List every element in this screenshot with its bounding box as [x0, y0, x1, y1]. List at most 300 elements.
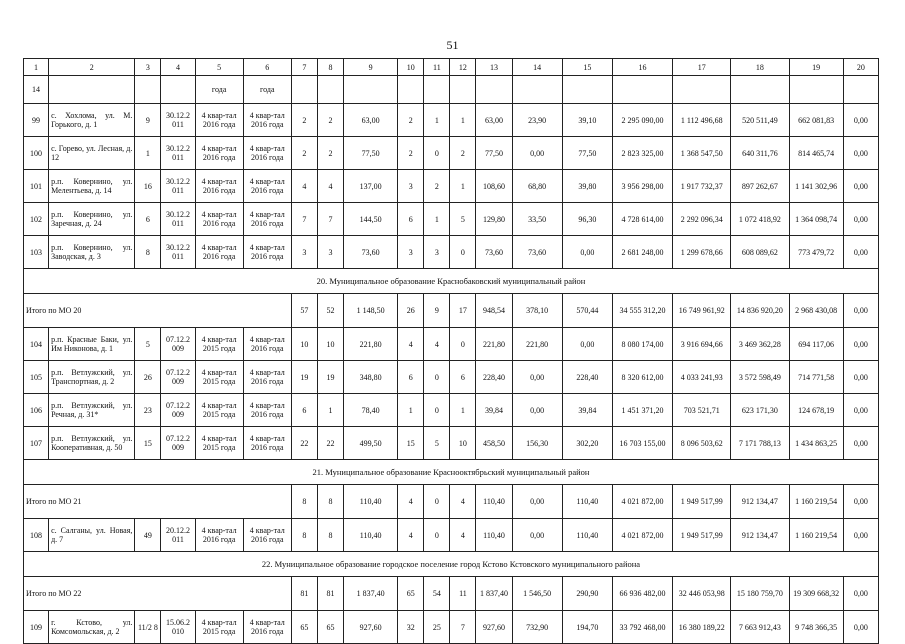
table-cell: 11 [450, 577, 476, 611]
table-cell: 96,30 [562, 203, 612, 236]
table-cell: 0,00 [843, 427, 878, 460]
table-cell: 110,40 [344, 485, 398, 519]
table-cell: 20.12.2 011 [161, 519, 195, 552]
header-cell: 19 [789, 59, 843, 76]
table-cell: 221,80 [512, 328, 562, 361]
header-cell: 2 [49, 59, 135, 76]
table-cell: 2 [317, 104, 343, 137]
header-cell: 11 [424, 59, 450, 76]
table-cell: 124 678,19 [789, 394, 843, 427]
table-cell: 7 [450, 611, 476, 644]
section-row [24, 269, 879, 294]
table-cell: 1 364 098,74 [789, 203, 843, 236]
table-cell: 39,84 [476, 394, 512, 427]
table-cell: 52 [317, 294, 343, 328]
table-cell: 0,00 [512, 394, 562, 427]
table-cell: 348,80 [344, 361, 398, 394]
table-cell: 6 [398, 361, 424, 394]
address-cell: с. Салганы, ул. Новая, д. 7 [49, 519, 135, 552]
table-cell: 4 [450, 519, 476, 552]
table-cell: 4 квар-тал 2016 года [195, 170, 243, 203]
table-cell: 4 квар-тал 2016 года [243, 137, 291, 170]
table-cell: 110,40 [476, 485, 512, 519]
table-row [24, 236, 879, 269]
table-cell: 2 [398, 137, 424, 170]
table-cell: 221,80 [476, 328, 512, 361]
table-cell: 137,00 [344, 170, 398, 203]
table-cell: 19 [291, 361, 317, 394]
table-cell: 8 [317, 519, 343, 552]
table-cell: 26 [135, 361, 161, 394]
table-cell: 2 [424, 170, 450, 203]
table-cell: 11/2 8 [135, 611, 161, 644]
table-cell: 4 [398, 519, 424, 552]
table-cell: 4 квар-тал 2016 года [243, 394, 291, 427]
header-cell: 4 [161, 59, 195, 76]
table-cell: 4 квар-тал 2015 года [195, 361, 243, 394]
total-label: Итого по МО 20 [24, 294, 292, 328]
table-cell: 17 [450, 294, 476, 328]
table-cell [612, 76, 672, 104]
table-cell: 0,00 [512, 137, 562, 170]
table-cell: 0,00 [843, 394, 878, 427]
continuation-row [24, 76, 879, 104]
table-cell: 4 [424, 328, 450, 361]
table-row [24, 361, 879, 394]
table-cell: 81 [291, 577, 317, 611]
address-cell: р.п. Ветлужский, ул. Речная, д. 31* [49, 394, 135, 427]
table-cell: 3 [398, 170, 424, 203]
header-cell: 1 [24, 59, 49, 76]
table-cell: 0 [424, 519, 450, 552]
table-cell: 194,70 [562, 611, 612, 644]
table-cell: 104 [24, 328, 49, 361]
table-cell: 30.12.2 011 [161, 203, 195, 236]
table-cell: 814 465,74 [789, 137, 843, 170]
table-cell: 10 [291, 328, 317, 361]
table-cell: 22 [317, 427, 343, 460]
table-cell: 101 [24, 170, 49, 203]
table-cell: 703 521,71 [673, 394, 731, 427]
table-cell: 0 [424, 361, 450, 394]
table-cell: 10 [450, 427, 476, 460]
table-cell: 8 [291, 519, 317, 552]
table-cell: 0,00 [843, 611, 878, 644]
table-cell: 7 [317, 203, 343, 236]
table-cell: 78,40 [344, 394, 398, 427]
table-cell: 110,40 [476, 519, 512, 552]
table-cell: 1 368 547,50 [673, 137, 731, 170]
table-cell: 4 033 241,93 [673, 361, 731, 394]
header-cell: 14 [512, 59, 562, 76]
table-cell: 640 311,76 [731, 137, 789, 170]
table-cell: 105 [24, 361, 49, 394]
table-cell: 33,50 [512, 203, 562, 236]
table-cell: 16 749 961,92 [673, 294, 731, 328]
table-cell [731, 76, 789, 104]
header-cell: 6 [243, 59, 291, 76]
table-cell: 0,00 [843, 236, 878, 269]
table-cell: 4 квар-тал 2016 года [243, 519, 291, 552]
table-cell: 0,00 [843, 485, 878, 519]
table-cell: 4 квар-тал 2016 года [243, 427, 291, 460]
table-cell: 4 квар-тал 2016 года [195, 236, 243, 269]
table-cell: 694 117,06 [789, 328, 843, 361]
table-cell: 1 299 678,66 [673, 236, 731, 269]
table-cell: 0,00 [512, 519, 562, 552]
table-cell: 30.12.2 011 [161, 137, 195, 170]
table-cell: 927,60 [344, 611, 398, 644]
table-cell: 15 180 759,70 [731, 577, 789, 611]
table-cell: 732,90 [512, 611, 562, 644]
table-cell: 4 [291, 170, 317, 203]
table-cell: 108 [24, 519, 49, 552]
table-cell: 15 [398, 427, 424, 460]
table-cell: 0,00 [843, 170, 878, 203]
table-cell: 1 434 863,25 [789, 427, 843, 460]
table-cell: 8 080 174,00 [612, 328, 672, 361]
table-row [24, 104, 879, 137]
table-cell: 0,00 [843, 577, 878, 611]
table-cell: 30.12.2 011 [161, 236, 195, 269]
table-cell: 2 681 248,00 [612, 236, 672, 269]
table-row [24, 137, 879, 170]
table-cell: 948,54 [476, 294, 512, 328]
table-cell: 68,80 [512, 170, 562, 203]
table-cell [512, 76, 562, 104]
table-cell: 26 [398, 294, 424, 328]
table-cell: 228,40 [562, 361, 612, 394]
table-cell: 4 квар-тал 2016 года [243, 203, 291, 236]
table-cell: 73,60 [476, 236, 512, 269]
table-row [24, 519, 879, 552]
table-cell [424, 76, 450, 104]
table-cell: 110,40 [562, 519, 612, 552]
table-cell: 1 072 418,92 [731, 203, 789, 236]
table-cell: 0,00 [843, 519, 878, 552]
table-cell: 2 [450, 137, 476, 170]
table-cell: 1 160 219,54 [789, 519, 843, 552]
table-cell: 107 [24, 427, 49, 460]
table-row [24, 611, 879, 644]
section-row [24, 460, 879, 485]
table-cell: 6 [398, 203, 424, 236]
table-cell [562, 76, 612, 104]
header-cell: 10 [398, 59, 424, 76]
table-cell: 7 663 912,43 [731, 611, 789, 644]
table-cell: 34 555 312,20 [612, 294, 672, 328]
table-cell: 1 160 219,54 [789, 485, 843, 519]
section-title: 22. Муниципальное образование городское поселение город Кстово Кстовского муниципального района [24, 552, 879, 577]
table-cell: 4 [398, 328, 424, 361]
table-cell: 2 [291, 137, 317, 170]
table-cell: 4 021 872,00 [612, 519, 672, 552]
table-cell: 19 309 668,32 [789, 577, 843, 611]
table-cell: 15.06.2 010 [161, 611, 195, 644]
table-cell: 5 [450, 203, 476, 236]
table-cell: 1 917 732,37 [673, 170, 731, 203]
table-cell: 4 квар-тал 2016 года [243, 611, 291, 644]
table-cell: 714 771,58 [789, 361, 843, 394]
table-cell: 14 836 920,20 [731, 294, 789, 328]
table-cell: 16 380 189,22 [673, 611, 731, 644]
table-cell: 10 [317, 328, 343, 361]
table-row [24, 170, 879, 203]
table-cell: года [243, 76, 291, 104]
table-cell: 108,60 [476, 170, 512, 203]
table-cell: года [195, 76, 243, 104]
table-cell: 57 [291, 294, 317, 328]
table-cell: 0,00 [512, 485, 562, 519]
table-cell: 4 квар-тал 2016 года [243, 236, 291, 269]
table-cell [49, 76, 135, 104]
table-cell: 109 [24, 611, 49, 644]
table-cell: 65 [317, 611, 343, 644]
table-cell: 1 141 302,96 [789, 170, 843, 203]
table-cell [135, 76, 161, 104]
table-cell: 0 [450, 328, 476, 361]
table-cell: 19 [317, 361, 343, 394]
table-cell: 4 [450, 485, 476, 519]
table-cell: 6 [291, 394, 317, 427]
table-cell: 0,00 [562, 236, 612, 269]
header-cell: 5 [195, 59, 243, 76]
table-cell [291, 76, 317, 104]
table-cell: 458,50 [476, 427, 512, 460]
table-cell: 570,44 [562, 294, 612, 328]
table-cell: 2 [317, 137, 343, 170]
table-cell: 07.12.2 009 [161, 427, 195, 460]
table-cell: 1 [424, 203, 450, 236]
table-cell: 23 [135, 394, 161, 427]
table-cell: 8 [317, 485, 343, 519]
table-cell: 8 [291, 485, 317, 519]
table-cell: 16 703 155,00 [612, 427, 672, 460]
table-cell: 499,50 [344, 427, 398, 460]
table-cell: 9 748 366,35 [789, 611, 843, 644]
table-cell: 23,90 [512, 104, 562, 137]
table-cell: 4 квар-тал 2016 года [243, 104, 291, 137]
table-cell: 290,90 [562, 577, 612, 611]
table-cell: 102 [24, 203, 49, 236]
table-cell: 0 [424, 394, 450, 427]
table-cell: 662 081,83 [789, 104, 843, 137]
table-cell: 0 [424, 485, 450, 519]
table-cell: 103 [24, 236, 49, 269]
table-cell: 39,84 [562, 394, 612, 427]
table-cell: 0,00 [843, 104, 878, 137]
table-cell: 6 [135, 203, 161, 236]
address-cell: р.п. Ковернино, ул. Мелентьева, д. 14 [49, 170, 135, 203]
table-row [24, 203, 879, 236]
table-cell: 4 квар-тал 2016 года [195, 519, 243, 552]
table-cell: 2 968 430,08 [789, 294, 843, 328]
table-cell: 106 [24, 394, 49, 427]
table-cell: 77,50 [344, 137, 398, 170]
table-cell: 4 квар-тал 2016 года [243, 328, 291, 361]
table-cell: 897 262,67 [731, 170, 789, 203]
table-cell: 5 [424, 427, 450, 460]
table-cell: 0,00 [562, 328, 612, 361]
table-cell: 927,60 [476, 611, 512, 644]
section-row [24, 552, 879, 577]
table-cell: 8 [135, 236, 161, 269]
header-row [24, 59, 879, 76]
table-cell: 8 320 612,00 [612, 361, 672, 394]
table-cell: 110,40 [562, 485, 612, 519]
table-cell: 4 021 872,00 [612, 485, 672, 519]
header-cell: 20 [843, 59, 878, 76]
header-cell: 12 [450, 59, 476, 76]
table-cell [843, 76, 878, 104]
address-cell: г. Кстово, ул. Комсомольская, д. 2 [49, 611, 135, 644]
table-cell: 3 572 598,49 [731, 361, 789, 394]
table-cell [317, 76, 343, 104]
address-cell: р.п. Красные Баки, ул. Им Никонова, д. 1 [49, 328, 135, 361]
table-cell: 6 [450, 361, 476, 394]
table-cell: 1 [450, 170, 476, 203]
table-cell: 07.12.2 009 [161, 361, 195, 394]
table-cell: 3 469 362,28 [731, 328, 789, 361]
table-cell: 2 295 090,00 [612, 104, 672, 137]
total-row [24, 485, 879, 519]
table-cell: 77,50 [562, 137, 612, 170]
table-cell: 1 [317, 394, 343, 427]
table-cell [344, 76, 398, 104]
table-cell: 3 [398, 236, 424, 269]
table-cell: 302,20 [562, 427, 612, 460]
address-cell: с. Хохлома, ул. М. Горького, д. 1 [49, 104, 135, 137]
table-cell: 0,00 [843, 294, 878, 328]
table-cell: 16 [135, 170, 161, 203]
total-label: Итого по МО 22 [24, 577, 292, 611]
table-cell: 32 [398, 611, 424, 644]
address-cell: р.п. Ветлужский, ул. Транспортная, д. 2 [49, 361, 135, 394]
table-cell: 25 [424, 611, 450, 644]
table-cell: 81 [317, 577, 343, 611]
header-cell: 13 [476, 59, 512, 76]
table-cell: 1 837,40 [476, 577, 512, 611]
table-cell: 110,40 [344, 519, 398, 552]
table-cell: 1 949 517,99 [673, 519, 731, 552]
table-cell: 49 [135, 519, 161, 552]
table-cell: 1 112 496,68 [673, 104, 731, 137]
table-cell: 63,00 [476, 104, 512, 137]
table-cell: 77,50 [476, 137, 512, 170]
table-cell: 0,00 [843, 328, 878, 361]
table-cell: 65 [398, 577, 424, 611]
table-cell: 4 квар-тал 2015 года [195, 328, 243, 361]
table-cell: 2 [398, 104, 424, 137]
table-cell: 608 089,62 [731, 236, 789, 269]
table-cell: 0,00 [843, 137, 878, 170]
table-cell: 7 [291, 203, 317, 236]
table-cell: 4 квар-тал 2016 года [243, 361, 291, 394]
address-cell: р.п. Ковернино, ул. Заречная, д. 24 [49, 203, 135, 236]
table-cell: 4 квар-тал 2015 года [195, 427, 243, 460]
table-cell: 4 [317, 170, 343, 203]
table-cell: 100 [24, 137, 49, 170]
table-cell: 54 [424, 577, 450, 611]
table-cell: 0,00 [512, 361, 562, 394]
table-cell: 73,60 [512, 236, 562, 269]
table-cell: 520 511,49 [731, 104, 789, 137]
table-cell: 1 [450, 394, 476, 427]
table-cell: 9 [135, 104, 161, 137]
table-cell [398, 76, 424, 104]
table-cell: 623 171,30 [731, 394, 789, 427]
table-cell: 129,80 [476, 203, 512, 236]
header-cell: 16 [612, 59, 672, 76]
table-cell: 15 [135, 427, 161, 460]
table-cell: 3 [424, 236, 450, 269]
table-cell: 1 [135, 137, 161, 170]
total-row [24, 294, 879, 328]
table-cell: 3 [291, 236, 317, 269]
table-cell: 0 [450, 236, 476, 269]
table-cell: 4 квар-тал 2016 года [195, 203, 243, 236]
table-cell: 73,60 [344, 236, 398, 269]
table-cell: 1 [398, 394, 424, 427]
table-cell: 39,10 [562, 104, 612, 137]
table-cell: 22 [291, 427, 317, 460]
table-cell: 2 823 325,00 [612, 137, 672, 170]
table-row [24, 328, 879, 361]
table-cell: 14 [24, 76, 49, 104]
table-cell: 4 квар-тал 2016 года [243, 170, 291, 203]
table-cell: 4 квар-тал 2016 года [195, 104, 243, 137]
table-cell: 2 292 096,34 [673, 203, 731, 236]
table-cell: 1 837,40 [344, 577, 398, 611]
table-row [24, 427, 879, 460]
table-cell: 33 792 468,00 [612, 611, 672, 644]
header-cell: 3 [135, 59, 161, 76]
table-cell [673, 76, 731, 104]
table-cell: 912 134,47 [731, 485, 789, 519]
table-cell: 378,10 [512, 294, 562, 328]
total-label: Итого по МО 21 [24, 485, 292, 519]
table-cell: 9 [424, 294, 450, 328]
table-cell: 0,00 [843, 203, 878, 236]
header-cell: 17 [673, 59, 731, 76]
table-cell: 4 [398, 485, 424, 519]
header-cell: 9 [344, 59, 398, 76]
table-cell: 3 956 298,00 [612, 170, 672, 203]
table-cell [789, 76, 843, 104]
header-cell: 8 [317, 59, 343, 76]
table-cell: 1 546,50 [512, 577, 562, 611]
table-cell: 99 [24, 104, 49, 137]
table-cell: 39,80 [562, 170, 612, 203]
table-cell: 30.12.2 011 [161, 104, 195, 137]
table-cell: 912 134,47 [731, 519, 789, 552]
address-cell: р.п. Ветлужский, ул. Кооперативная, д. 50 [49, 427, 135, 460]
page-number: 51 [446, 38, 459, 52]
table-cell [161, 76, 195, 104]
section-title: 21. Муниципальное образование Краснооктябрьский муниципальный район [24, 460, 879, 485]
section-title: 20. Муниципальное образование Краснобаковский муниципальный район [24, 269, 879, 294]
table-cell: 4 квар-тал 2016 года [195, 137, 243, 170]
table-cell: 7 171 788,13 [731, 427, 789, 460]
table-cell: 4 квар-тал 2015 года [195, 611, 243, 644]
header-cell: 18 [731, 59, 789, 76]
table-row [24, 394, 879, 427]
table-cell: 66 936 482,00 [612, 577, 672, 611]
table-cell: 3 916 694,66 [673, 328, 731, 361]
table-cell: 63,00 [344, 104, 398, 137]
table-cell: 5 [135, 328, 161, 361]
housing-program-table [23, 58, 879, 644]
